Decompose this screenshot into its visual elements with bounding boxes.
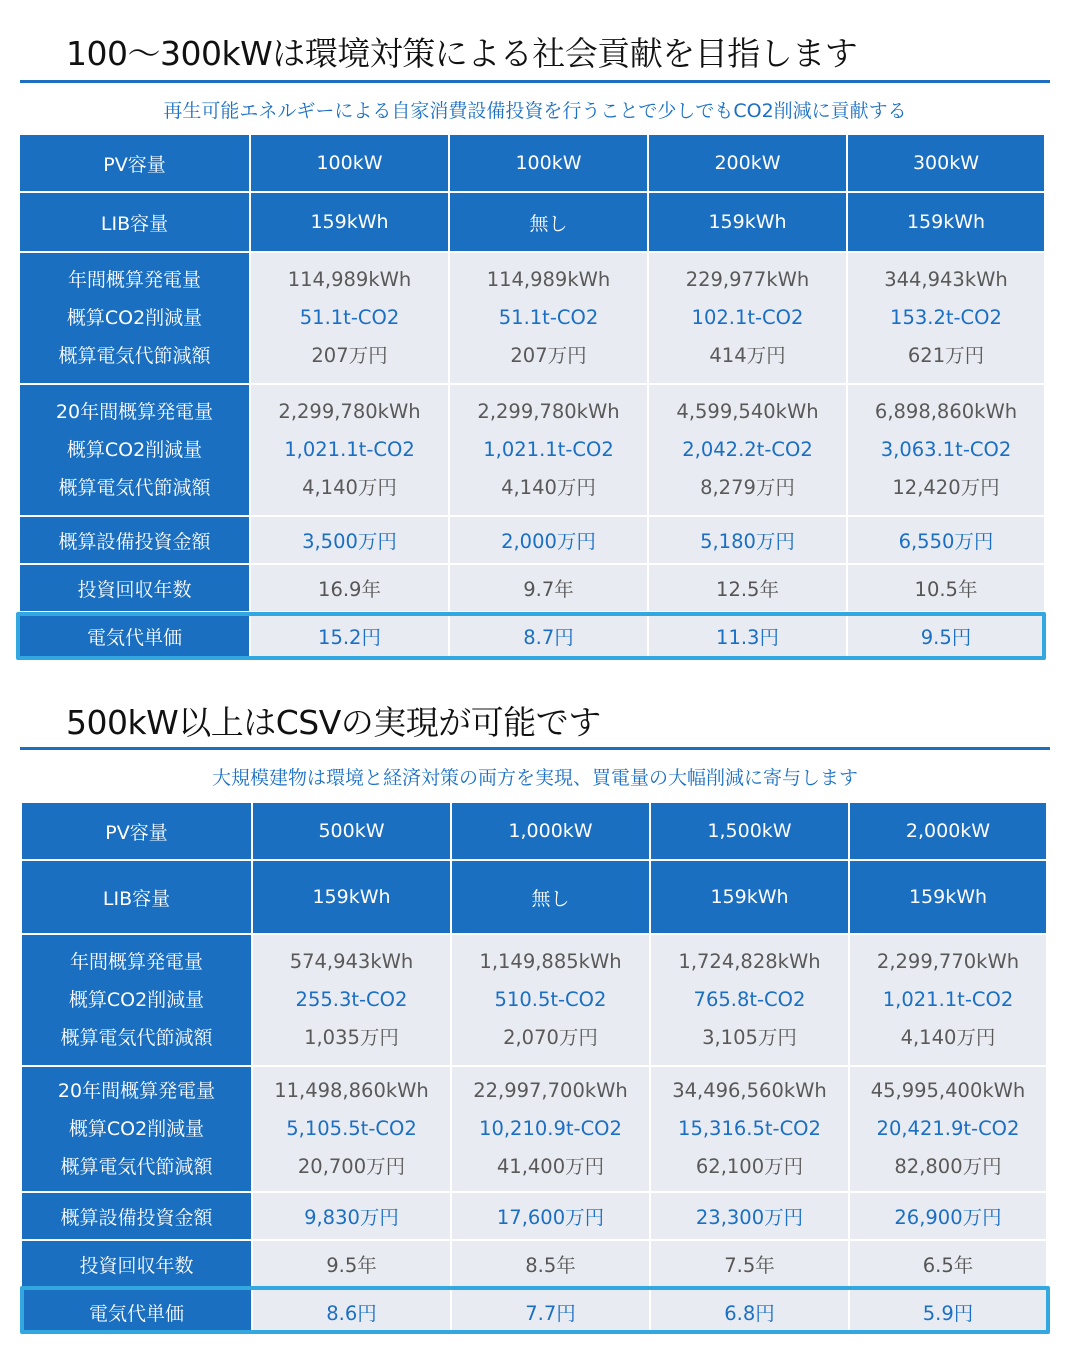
value-cell: [850, 1193, 1046, 1239]
cell-value: 229,977kWh: [685, 268, 810, 291]
header-cell: [452, 803, 649, 859]
value-cell: [649, 253, 846, 383]
cell-value: 3,500万円: [302, 530, 397, 553]
value-cell: [850, 1241, 1046, 1287]
cell-value: 2,299,770kWh: [876, 950, 1020, 973]
cell-value: 414万円: [709, 344, 786, 367]
row-label: 概算電気代節減額: [58, 345, 211, 367]
cell-value: 16.9年: [318, 578, 381, 601]
cell-value: 510.5t-CO2: [494, 988, 607, 1011]
row-label: 投資回収年数: [77, 578, 192, 601]
cell-value: 17,600万円: [496, 1206, 605, 1229]
row-label-cell: [22, 935, 251, 1065]
value-cell: [253, 1193, 450, 1239]
cell-value: 4,140万円: [900, 1026, 996, 1049]
cell-value: 114,989kWh: [486, 268, 611, 291]
header-cell: [251, 135, 448, 191]
comparison-table: [20, 135, 1046, 658]
cell-value: 5,105.5t-CO2: [286, 1117, 417, 1140]
row-label: 概算電気代節減額: [60, 1027, 213, 1049]
value-cell: [251, 517, 448, 563]
cell-value: 207万円: [311, 344, 388, 367]
cell-value: 9.5年: [326, 1254, 377, 1277]
value-cell: [452, 1290, 649, 1334]
cell-value: 765.8t-CO2: [693, 988, 806, 1011]
cell-value: 500kW: [318, 820, 385, 842]
cell-value: 9,830万円: [304, 1206, 399, 1229]
annual-estimate-row: [20, 253, 1044, 383]
cell-value: 344,943kWh: [884, 268, 1008, 291]
unit-price-row: [22, 1290, 1046, 1334]
cell-value: 8.6円: [326, 1302, 377, 1325]
row-label: 概算電気代節減額: [60, 1156, 213, 1178]
row-label: 20年間概算発電量: [57, 1080, 216, 1102]
cell-value: 82,800万円: [894, 1155, 1002, 1178]
cell-value: 3,105万円: [702, 1026, 797, 1049]
lib-capacity-row: [20, 193, 1044, 251]
cell-value: 207万円: [510, 344, 587, 367]
twenty-year-estimate-row: [20, 385, 1044, 515]
row-label-cell: [22, 861, 251, 933]
cell-value: 4,140万円: [501, 476, 596, 499]
cell-value: 7.7円: [525, 1302, 576, 1325]
cell-value: 1,724,828kWh: [678, 950, 821, 973]
cell-value: 8.5年: [525, 1254, 576, 1277]
value-cell: [251, 614, 448, 658]
value-cell: [452, 1067, 649, 1191]
header-cell: [649, 135, 846, 191]
cell-value: 15,316.5t-CO2: [678, 1117, 821, 1140]
title-divider: [20, 80, 1050, 83]
cell-value: 5.9円: [922, 1302, 974, 1325]
cell-value: 11,498,860kWh: [274, 1079, 429, 1102]
payback-years-row: [22, 1241, 1046, 1287]
cell-value: 6.5年: [922, 1254, 974, 1277]
annual-estimate-row: [22, 935, 1046, 1065]
value-cell: [251, 253, 448, 383]
value-cell: [848, 614, 1044, 658]
cell-value: 8,279万円: [700, 476, 795, 499]
cell-value: 1,035万円: [304, 1026, 399, 1049]
row-label-cell: [20, 565, 249, 611]
cell-value: 114,989kWh: [287, 268, 412, 291]
row-label: 20年間概算発電量: [55, 401, 214, 423]
value-cell: [253, 1241, 450, 1287]
header-cell: [253, 861, 450, 933]
cell-value: 3,063.1t-CO2: [880, 438, 1012, 461]
cell-value: 300kW: [912, 152, 980, 174]
row-label: PV容量: [103, 153, 166, 176]
row-label-cell: [20, 517, 249, 563]
cell-value: 1,000kW: [508, 820, 593, 842]
cell-value: 2,000kW: [905, 820, 991, 842]
value-cell: [848, 517, 1044, 563]
value-cell: [651, 1241, 848, 1287]
cell-value: 1,021.1t-CO2: [483, 438, 614, 461]
cell-value: 12,420万円: [892, 476, 1000, 499]
value-cell: [848, 253, 1044, 383]
cell-value: 5,180万円: [700, 530, 795, 553]
value-cell: [452, 935, 649, 1065]
cell-value: 100kW: [515, 152, 582, 174]
row-label-cell: [20, 135, 249, 191]
row-label-cell: [22, 1193, 251, 1239]
value-cell: [251, 385, 448, 515]
value-cell: [649, 565, 846, 611]
comparison-table: [22, 803, 1048, 1334]
header-cell: [848, 193, 1044, 251]
header-cell: [450, 135, 647, 191]
cell-value: 2,299,780kWh: [477, 400, 620, 423]
cell-value: 574,943kWh: [289, 950, 414, 973]
cell-value: 7.5年: [724, 1254, 775, 1277]
cell-value: 2,042.2t-CO2: [682, 438, 813, 461]
value-cell: [253, 935, 450, 1065]
value-cell: [850, 935, 1046, 1065]
cell-value: 9.5円: [920, 626, 972, 649]
header-cell: [651, 861, 848, 933]
row-label-cell: [22, 1241, 251, 1287]
value-cell: [850, 1290, 1046, 1334]
row-label: 概算CO2削減量: [66, 307, 203, 329]
cell-value: 200kW: [714, 152, 781, 174]
header-cell: [850, 861, 1046, 933]
pv-capacity-row: [20, 135, 1044, 191]
row-label: 概算設備投資金額: [58, 530, 211, 553]
cell-value: 159kWh: [708, 211, 787, 233]
section-subtitle: 再生可能エネルギーによる自家消費設備投資を行うことで少しでもCO2削減に貢献する: [163, 100, 907, 122]
cell-value: 6.8円: [724, 1302, 775, 1325]
cell-value: 62,100万円: [695, 1155, 804, 1178]
value-cell: [450, 614, 647, 658]
cell-value: 159kWh: [310, 211, 389, 233]
value-cell: [450, 517, 647, 563]
header-cell: [452, 861, 649, 933]
cell-value: 15.2円: [318, 626, 381, 649]
row-label: LIB容量: [102, 887, 171, 910]
row-label: 概算CO2削減量: [68, 1118, 205, 1140]
row-label-cell: [20, 385, 249, 515]
value-cell: [452, 1193, 649, 1239]
section-title: 100～300kWは環境対策による社会貢献を目指します: [66, 34, 858, 73]
row-label-cell: [22, 1067, 251, 1191]
row-label: 電気代単価: [88, 1302, 184, 1325]
cell-value: 8.7円: [523, 626, 574, 649]
cell-value: 10,210.9t-CO2: [479, 1117, 622, 1140]
cell-value: 621万円: [907, 344, 985, 367]
cell-value: 51.1t-CO2: [498, 306, 599, 329]
value-cell: [450, 253, 647, 383]
cell-value: 無し: [531, 887, 570, 910]
cell-value: 2,000万円: [501, 530, 596, 553]
value-cell: [253, 1067, 450, 1191]
value-cell: [651, 1193, 848, 1239]
cell-value: 11.3円: [716, 626, 779, 649]
row-label: 概算CO2削減量: [68, 989, 205, 1011]
cell-value: 1,149,885kWh: [479, 950, 622, 973]
row-label: 電気代単価: [86, 626, 182, 649]
header-cell: [251, 193, 448, 251]
row-label-cell: [22, 803, 251, 859]
row-label-cell: [20, 614, 249, 658]
header-cell: [848, 135, 1044, 191]
cell-value: 1,021.1t-CO2: [284, 438, 415, 461]
header-cell: [651, 803, 848, 859]
cell-value: 4,140万円: [302, 476, 397, 499]
cell-value: 153.2t-CO2: [890, 306, 1002, 329]
value-cell: [452, 1241, 649, 1287]
cell-value: 20,421.9t-CO2: [876, 1117, 1020, 1140]
cell-value: 102.1t-CO2: [691, 306, 804, 329]
header-cell: [649, 193, 846, 251]
cell-value: 4,599,540kWh: [676, 400, 819, 423]
header-cell: [450, 193, 647, 251]
value-cell: [649, 517, 846, 563]
cell-value: 22,997,700kWh: [473, 1079, 628, 1102]
row-label: 投資回収年数: [79, 1254, 194, 1277]
cell-value: 26,900万円: [894, 1206, 1002, 1229]
investment-amount-row: [20, 517, 1044, 563]
investment-amount-row: [22, 1193, 1046, 1239]
cell-value: 34,496,560kWh: [672, 1079, 827, 1102]
twenty-year-estimate-row: [22, 1067, 1046, 1191]
cell-value: 6,550万円: [898, 530, 994, 553]
cell-value: 159kWh: [710, 886, 789, 908]
value-cell: [850, 1067, 1046, 1191]
cell-value: 12.5年: [716, 578, 779, 601]
cell-value: 2,070万円: [503, 1026, 598, 1049]
cell-value: 100kW: [316, 152, 383, 174]
value-cell: [649, 385, 846, 515]
value-cell: [253, 1290, 450, 1334]
row-label: 概算設備投資金額: [60, 1206, 213, 1229]
row-label-cell: [20, 253, 249, 383]
cell-value: 無し: [529, 212, 568, 235]
cell-value: 10.5年: [914, 578, 978, 601]
cell-value: 159kWh: [906, 211, 986, 233]
row-label: 年間概算発電量: [69, 951, 203, 973]
pv-capacity-row: [22, 803, 1046, 859]
cell-value: 6,898,860kWh: [874, 400, 1018, 423]
cell-value: 20,700万円: [297, 1155, 406, 1178]
value-cell: [251, 565, 448, 611]
value-cell: [450, 565, 647, 611]
value-cell: [651, 935, 848, 1065]
section-subtitle: 大規模建物は環境と経済対策の両方を実現、買電量の大幅削減に寄与します: [211, 767, 858, 789]
cell-value: 159kWh: [312, 886, 391, 908]
value-cell: [651, 1067, 848, 1191]
cell-value: 41,400万円: [496, 1155, 605, 1178]
title-divider: [20, 747, 1050, 750]
lib-capacity-row: [22, 861, 1046, 933]
unit-price-row: [20, 614, 1044, 658]
cell-value: 45,995,400kWh: [870, 1079, 1026, 1102]
cell-value: 23,300万円: [695, 1206, 804, 1229]
cell-value: 2,299,780kWh: [278, 400, 421, 423]
cell-value: 1,500kW: [707, 820, 792, 842]
row-label: PV容量: [105, 821, 168, 844]
row-label: LIB容量: [100, 212, 169, 235]
cell-value: 1,021.1t-CO2: [882, 988, 1014, 1011]
value-cell: [651, 1290, 848, 1334]
row-label: 年間概算発電量: [67, 269, 201, 291]
cell-value: 255.3t-CO2: [295, 988, 408, 1011]
value-cell: [848, 565, 1044, 611]
section-title: 500kW以上はCSVの実現が可能です: [66, 703, 601, 742]
cell-value: 159kWh: [908, 886, 988, 908]
value-cell: [649, 614, 846, 658]
payback-years-row: [20, 565, 1044, 611]
row-label: 概算電気代節減額: [58, 477, 211, 499]
cell-value: 51.1t-CO2: [299, 306, 400, 329]
row-label-cell: [20, 193, 249, 251]
row-label: 概算CO2削減量: [66, 439, 203, 461]
cell-value: 9.7年: [523, 578, 574, 601]
value-cell: [450, 385, 647, 515]
value-cell: [848, 385, 1044, 515]
header-cell: [253, 803, 450, 859]
header-cell: [850, 803, 1046, 859]
row-label-cell: [22, 1290, 251, 1334]
